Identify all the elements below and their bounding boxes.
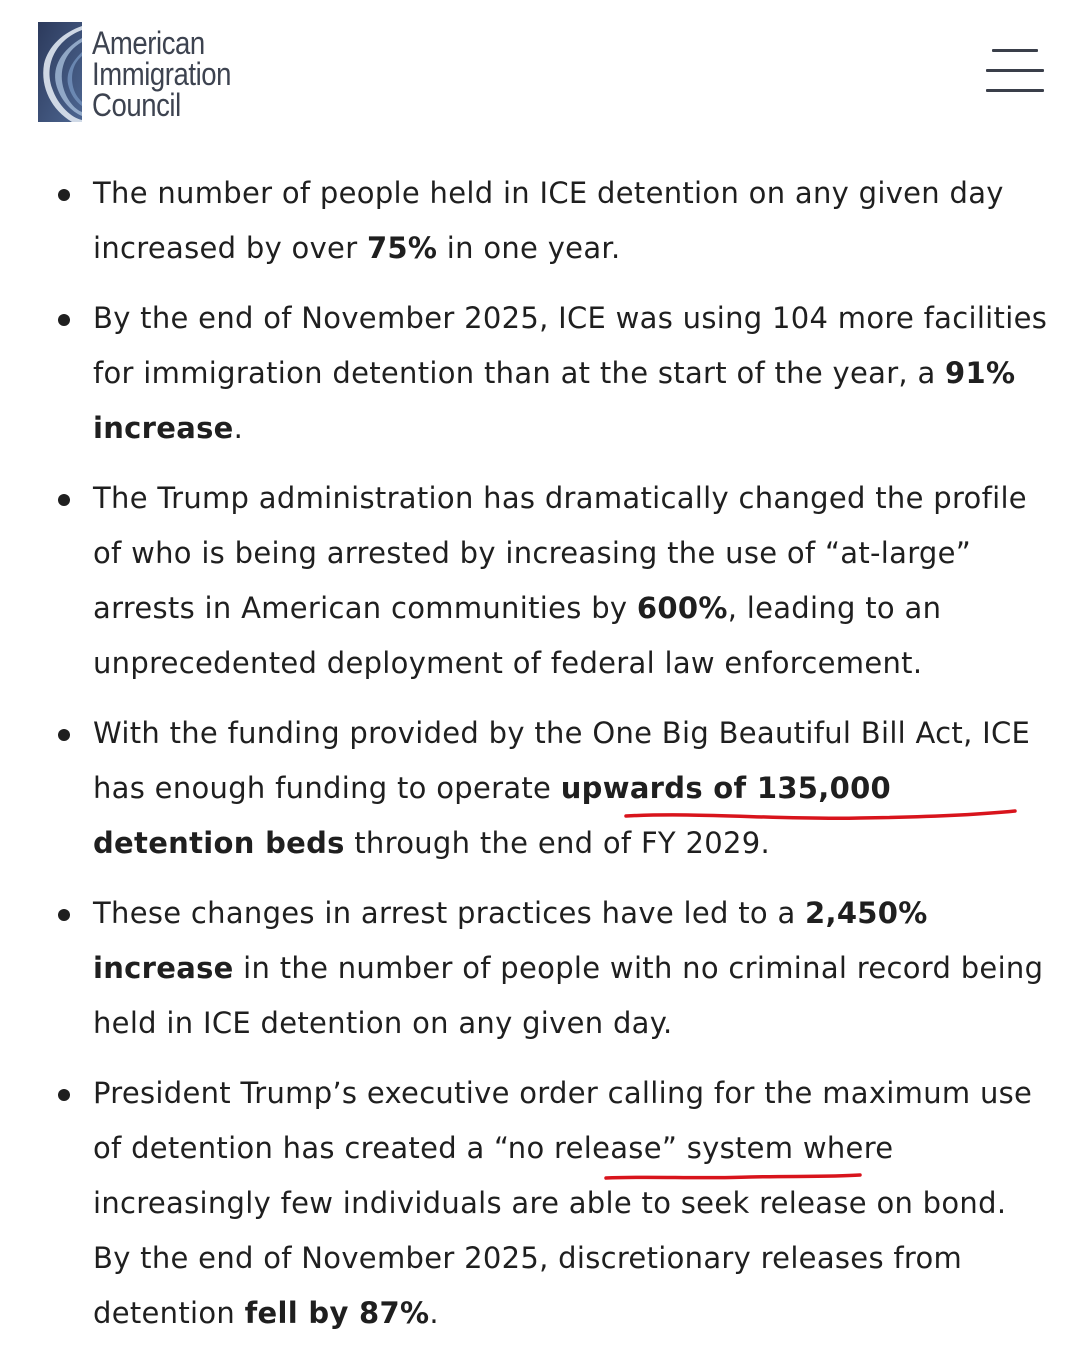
site-header [0,0,1080,140]
hamburger-menu-icon[interactable] [984,46,1046,98]
bullet-text: President Trump’s executive order calling for the maximum use of detention has created a [93,1076,1033,1165]
menu-bar-middle [986,69,1044,72]
bullet-text: , leading to an unprecedented deployment of federal law enforcement. [93,591,942,680]
logo-line-1: American [92,25,205,61]
logo-wordmark [92,25,232,123]
bullet-text: With the funding provided by the One Big Beautiful Bill Act, ICE has enough funding to operate [93,716,1031,805]
bullet-text: . [233,411,244,445]
bullet-text: . [429,1296,439,1330]
list-item [0,291,1080,456]
logo-line-3: Council [92,87,181,123]
american-immigration-council-logo[interactable] [38,22,258,124]
bullet-highlight-underlined: upwards of 135,000 detention beds [93,771,892,860]
bullet-highlight: 600% [636,591,728,625]
article-content [0,166,1080,1356]
list-item [0,706,1080,871]
list-item [0,1066,1080,1341]
bullet-text: By the end of November 2025, ICE was using 104 more facilities for immigration detention than at the start of the year, a [93,301,1048,390]
list-item [0,886,1080,1051]
list-item [0,471,1080,691]
logo-mark-icon [38,22,82,122]
bullet-text: in one year. [437,231,621,265]
menu-bar-bottom [986,89,1044,92]
bullet-text: The number of people held in ICE detention on any given day increased by over [93,176,1004,265]
bullet-text: through the end of FY 2029. [344,826,770,860]
bullet-underlined-phrase: “no release” system [494,1131,794,1165]
bullet-text: in the number of people with no criminal record being held in ICE detention on any given day. [93,951,1044,1040]
statistics-list [0,166,1080,1341]
bullet-text: The Trump administration has dramatically changed the profile of who is being arrested by increasing the use of “at-large” arrests in American communities by [93,481,1027,625]
bullet-text: These changes in arrest practices have led to a [93,896,806,930]
list-item [0,166,1080,276]
bullet-highlight: fell by 87% [244,1296,430,1330]
bullet-highlight: 75% [366,231,438,265]
bullet-text: where increasingly few individuals are able to seek release on bond. By the end of November 2025, discretionary releases from detention [93,1131,1007,1330]
bullet-highlight: 91% increase [93,356,1016,445]
bullet-highlight: 2,450% increase [93,896,928,985]
menu-bar-top [992,49,1038,52]
logo-line-2: Immigration [92,56,232,92]
